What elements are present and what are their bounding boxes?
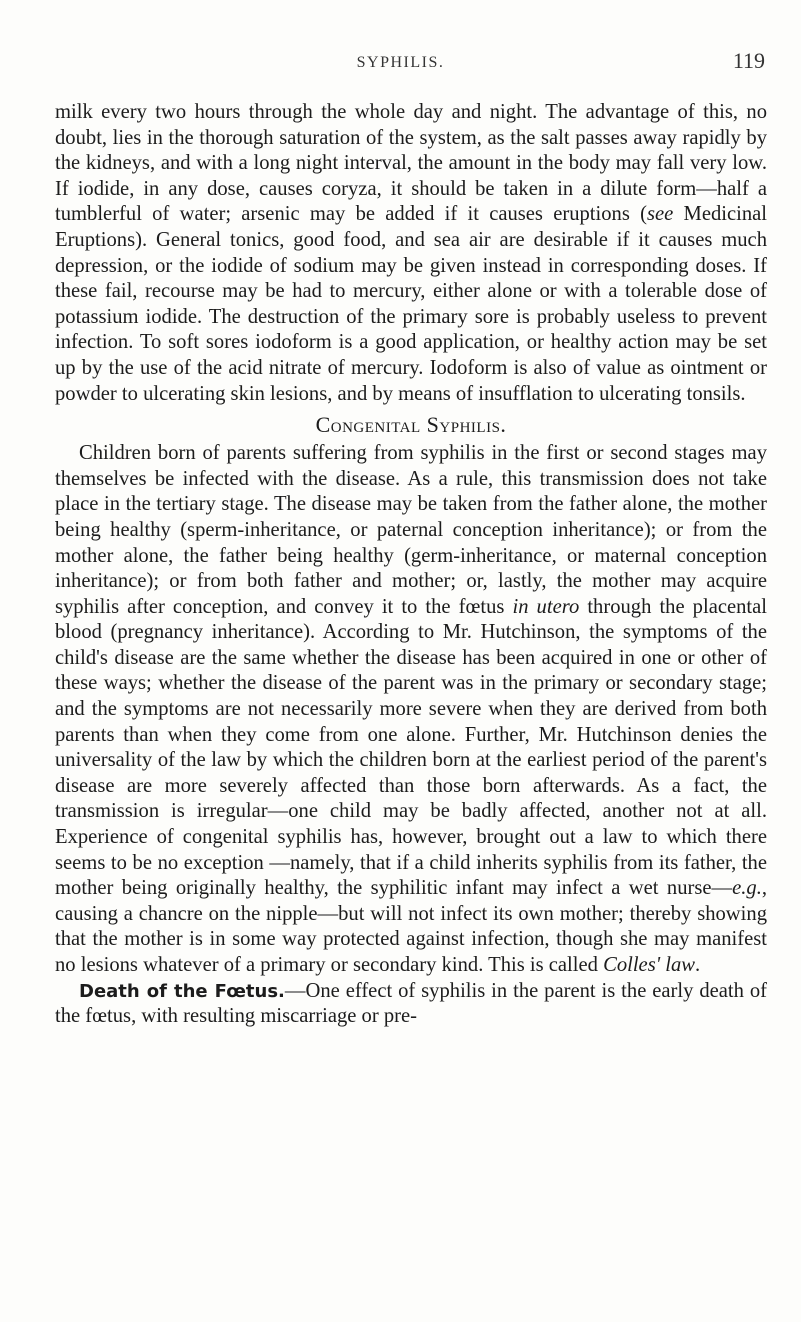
run-in-heading: Death of the Fœtus. — [79, 980, 285, 1002]
text-run: —One effect of syphilis in the parent is the early death of the fœtus, with resulting miscarriage or pre- — [55, 979, 767, 1028]
running-head — [0, 48, 801, 88]
section-heading: Congenital Syphilis. — [315, 412, 507, 438]
paragraph-treatment — [55, 100, 767, 407]
text-run: milk every two hours through the whole day and night. The advantage of this, no doubt, lies in the thorough saturation of the system, as the salt passes away rapidly by the kidneys, and with a long night interval, the amount in the body may fall very low. If iodide, in any dose, causes coryza, it should be taken in a dilute form—half a tumblerful of water; arsenic may be added if it causes eruptions ( — [55, 101, 767, 226]
text-run-italic: e.g. — [732, 877, 762, 900]
text-run-italic: see — [646, 203, 674, 226]
text-run-italic: in utero — [512, 595, 580, 618]
page-number: 119 — [732, 48, 765, 73]
text-run-italic: Colles' law — [603, 954, 696, 976]
text-run: , causing a chancre on the nipple—but will not infect its own mother; thereby showing that the mother is in some way protected against infection, though she may manifest no lesions whatever of a primary or secondary kind. This is called — [55, 877, 767, 976]
running-title: SYPHILIS. — [356, 54, 445, 71]
text-run: through the placental blood (pregnancy inheritance). According to Mr. Hutchinson, the symptoms of the child's disease are the same whether the disease has been acquired in one or other of these ways; whether the disease of the parent was in the primary or secondary stage; and the symptoms are not necessarily more severe when they are derived from both parents than when they come from one alone. Further, Mr. Hutchinson denies the universality of the law by which the children born at the earliest period of the parent's disease are more severely affected than those born afterwards. As a fact, the transmission is irregular—one child may be badly affected, another not at all. Experience of congenital syphilis has, however, brought out a law to which there seems to be no exception —namely, that if a child inherits syphilis from its father, the mother being originally healthy, the syphilitic infant may infect a wet nurse— — [55, 595, 767, 900]
body-text — [55, 100, 767, 1030]
text-run: Medicinal Eruptions). General tonics, good food, and sea air are desirable if it causes much depression, or the iodide of sodium may be given instead in corresponding doses. If these fail, recourse may be had to mercury, either alone or with a tolerable dose of potassium iodide. The destruction of the primary sore is probably useless to prevent infection. To soft sores iodoform is a good application, or healthy action may be set up by the use of the acid nitrate of mercury. Iodoform is also of value as ointment or powder to ulcerating skin lesions, and by means of insufflation to ulcerating tonsils. — [55, 203, 767, 405]
text-run: Children born of parents suffering from syphilis in the first or second stages may themselves be infected with the disease. As a rule, this transmission does not take place in the tertiary stage. The disease may be taken from the father alone, the mother being healthy (sperm-inheritance, or paternal conception inheritance); or from the mother alone, the father being healthy (germ-inheritance, or maternal conception inheritance); or from both father and mother; or, lastly, the mother may acquire syphilis after conception, and convey it to the fœtus — [55, 442, 767, 618]
text-run: . — [695, 954, 701, 976]
paragraph-death-of-foetus — [55, 979, 767, 1030]
paragraph-congenital — [55, 441, 767, 978]
